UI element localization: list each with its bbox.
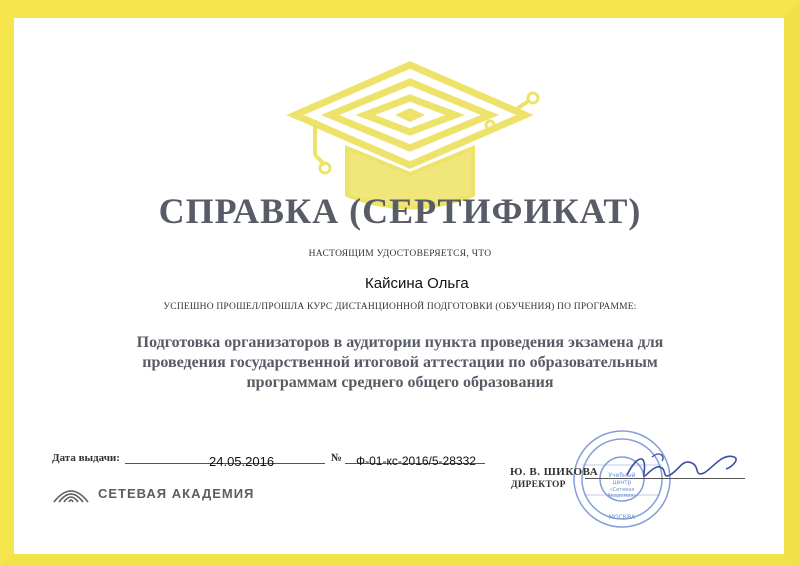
graduation-cap-icon	[275, 60, 545, 210]
svg-text:Академия»: Академия»	[607, 493, 637, 499]
program-line: Подготовка организаторов в аудитории пункта проведения экзамена для	[136, 334, 664, 351]
recipient-name: Кайсина Ольга	[365, 275, 469, 292]
svg-text:МОСКВА: МОСКВА	[608, 514, 636, 521]
number-sign: №	[331, 452, 343, 464]
svg-text:Учебный: Учебный	[608, 472, 636, 479]
signer-role: ДИРЕКТОР	[511, 480, 566, 490]
attest-line: НАСТОЯЩИМ УДОСТОВЕРЯЕТСЯ, ЧТО	[308, 249, 492, 259]
svg-text:центр: центр	[612, 479, 632, 486]
academy-logo	[52, 481, 254, 505]
program-line: программам среднего общего образования	[246, 374, 554, 391]
issue-date-label: Дата выдачи:	[52, 452, 120, 464]
program-line: проведения государственной итоговой аттестации по образовательным	[142, 354, 658, 371]
issue-date-value: 24.05.2016	[209, 454, 275, 469]
certificate-title: СПРАВКА (СЕРТИФИКАТ)	[158, 191, 642, 231]
completion-line: УСПЕШНО ПРОШЕЛ/ПРОШЛА КУРС ДИСТАНЦИОННОЙ ПОДГОТОВКИ (ОБУЧЕНИЯ) ПО ПРОГРАММЕ:	[163, 302, 637, 312]
certificate-number: Ф-01-кс-2016/5-28332	[356, 454, 476, 468]
svg-text:«Сетевая: «Сетевая	[609, 487, 635, 493]
program-title	[120, 333, 680, 393]
academy-mark-icon	[52, 482, 90, 504]
academy-name: СЕТЕВАЯ АКАДЕМИЯ	[98, 485, 255, 501]
signer-name: Ю. В. ШИКОВА	[510, 466, 599, 478]
signature-mark	[622, 445, 747, 490]
